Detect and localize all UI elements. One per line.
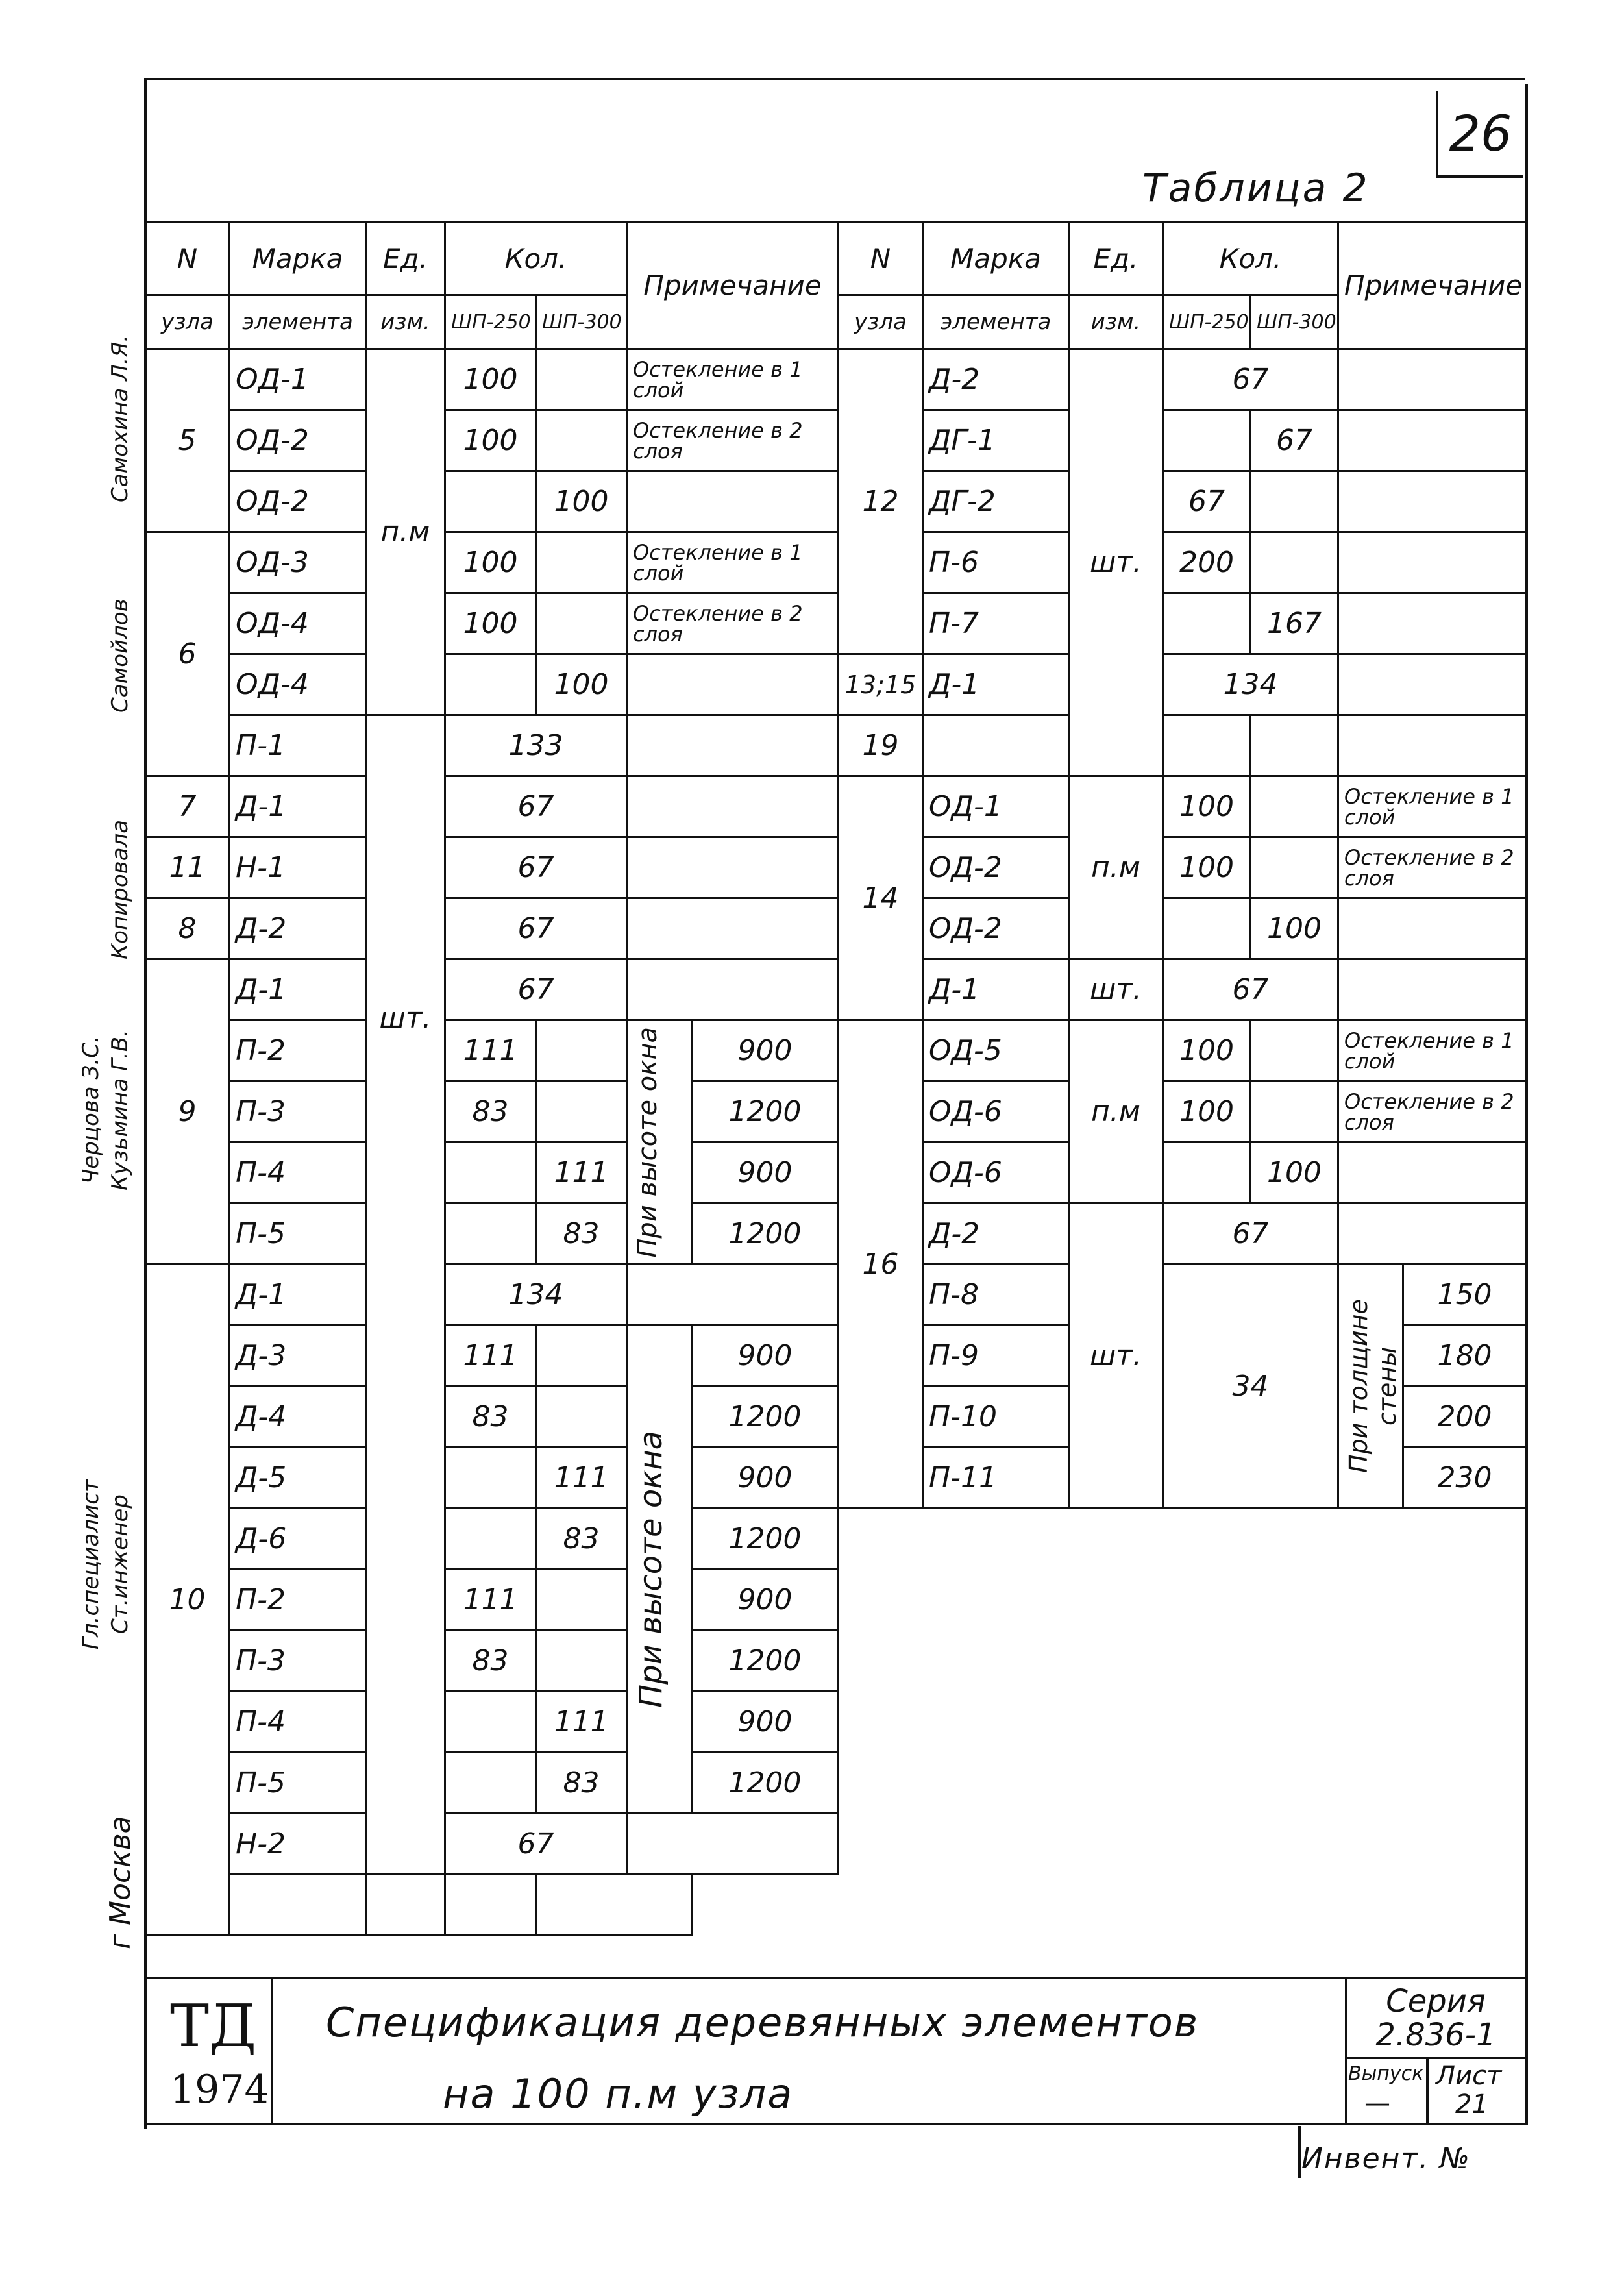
- qty-cell: [445, 1692, 536, 1753]
- side-signature: Гл.специалист: [78, 1479, 104, 1649]
- qty-cell: [536, 593, 627, 654]
- mark-cell: ОД-6: [923, 1081, 1069, 1142]
- table-row: [145, 959, 839, 1020]
- city-label: г Москва: [104, 1816, 137, 1949]
- table-row: [145, 1204, 839, 1265]
- table-row: [145, 1020, 839, 1081]
- note-cell: [627, 471, 839, 532]
- left-spec-table: [144, 221, 839, 1936]
- series-block: [1351, 1984, 1520, 2052]
- mark-cell: П-1: [230, 715, 366, 776]
- table-row: [145, 471, 839, 532]
- qty-cell: 167: [1251, 593, 1338, 654]
- mark-cell: П-3: [230, 1081, 366, 1142]
- right-spec-table: [837, 221, 1527, 1509]
- note-cell: [1338, 654, 1527, 715]
- qty-merged-cell: 67: [445, 1814, 627, 1875]
- table-row: [145, 1265, 839, 1326]
- table-row: [145, 1081, 839, 1142]
- table-row: [839, 410, 1527, 471]
- thickness-cell: 200: [1403, 1387, 1527, 1448]
- node-cell: 5: [145, 349, 230, 532]
- qty-cell: [445, 1875, 536, 1936]
- qty-cell: 111: [536, 1692, 627, 1753]
- hdr-unit-top: Ед.: [366, 222, 445, 295]
- frame-bottom: [144, 2123, 1528, 2125]
- table-row: [145, 1875, 839, 1936]
- mark-cell: Д-2: [230, 898, 366, 959]
- node-cell: 16: [839, 1020, 923, 1509]
- mark-cell: Д-2: [923, 349, 1069, 410]
- inventory-label: Инвент. №: [1301, 2142, 1471, 2175]
- qty-cell: 100: [536, 654, 627, 715]
- qty-cell: 200: [1163, 532, 1251, 593]
- qty-merged-cell: 67: [1163, 1204, 1338, 1265]
- mark-cell: Д-1: [230, 1265, 366, 1326]
- vertical-note: При высоте окна: [633, 1431, 669, 1708]
- table-row: [839, 593, 1527, 654]
- qty-cell: [1251, 837, 1338, 898]
- qty-cell: 111: [445, 1570, 536, 1631]
- qty-cell: [536, 1631, 627, 1692]
- height-cell: 1200: [692, 1081, 839, 1142]
- table-row: [145, 532, 839, 593]
- hdr-unit-bottom: изм.: [1069, 295, 1163, 349]
- table-row: [839, 898, 1527, 959]
- hdr-note: Примечание: [627, 222, 839, 349]
- mark-cell: Д-2: [923, 1204, 1069, 1265]
- unit-cell: п.м: [1069, 1020, 1163, 1204]
- note-cell: Остекление в 1 слой: [627, 349, 839, 410]
- table-row: [145, 837, 839, 898]
- note-cell: [627, 1265, 839, 1326]
- table-row: [145, 715, 839, 776]
- qty-cell: [1163, 898, 1251, 959]
- qty-cell: 83: [536, 1204, 627, 1265]
- node-cell: 8: [145, 898, 230, 959]
- table-row: [839, 1265, 1527, 1326]
- table-row: [145, 593, 839, 654]
- note-cell: [1338, 471, 1527, 532]
- mark-cell: П-11: [923, 1448, 1069, 1509]
- note-cell: [1338, 1142, 1527, 1204]
- note-cell: [1338, 1204, 1527, 1265]
- mark-cell: ДГ-2: [923, 471, 1069, 532]
- qty-cell: 83: [536, 1753, 627, 1814]
- mark-cell: Д-3: [230, 1326, 366, 1387]
- note-cell: [627, 959, 839, 1020]
- qty-cell: [445, 1204, 536, 1265]
- qty-cell: 100: [1163, 776, 1251, 837]
- table-row: [839, 1142, 1527, 1204]
- qty-cell: [536, 1326, 627, 1387]
- hdr-unit-top: Ед.: [1069, 222, 1163, 295]
- table-row: [145, 1448, 839, 1509]
- table-row: [145, 1753, 839, 1814]
- sheet-label: Лист: [1436, 2061, 1502, 2091]
- table-row: [839, 776, 1527, 837]
- hdr-mark-bottom: элемента: [230, 295, 366, 349]
- qty-merged-cell: 134: [1163, 654, 1338, 715]
- qty-cell: [1163, 1142, 1251, 1204]
- table-row: [839, 471, 1527, 532]
- mark-cell: Д-1: [230, 959, 366, 1020]
- title-block: [144, 1977, 1525, 2125]
- mark-cell: ОД-2: [230, 471, 366, 532]
- mark-cell: Н-1: [230, 837, 366, 898]
- mark-cell: Д-1: [230, 776, 366, 837]
- table-label: Таблица 2: [1142, 166, 1370, 211]
- side-signature: Ст.инженер: [107, 1494, 133, 1635]
- table-row: [145, 1387, 839, 1448]
- hdr-node-bottom: узла: [839, 295, 923, 349]
- mark-cell: ОД-2: [923, 837, 1069, 898]
- hdr-qty: Кол.: [445, 222, 627, 295]
- qty-merged-cell: 67: [445, 959, 627, 1020]
- mark-cell: ОД-1: [923, 776, 1069, 837]
- mark-cell: ОД-6: [923, 1142, 1069, 1204]
- title-separator: [271, 1979, 273, 2125]
- qty-cell: 111: [445, 1020, 536, 1081]
- table-row: [145, 349, 839, 410]
- mark-cell: ОД-1: [230, 349, 366, 410]
- mark-cell: [923, 715, 1069, 776]
- side-signature: Самохина Л.Я.: [107, 335, 133, 502]
- qty-cell: [536, 1081, 627, 1142]
- sheet-separator: [1426, 2057, 1429, 2125]
- hdr-qty: Кол.: [1163, 222, 1338, 295]
- table-row: [839, 532, 1527, 593]
- mark-cell: П-2: [230, 1020, 366, 1081]
- height-cell: 1200: [692, 1509, 839, 1570]
- vertical-note: При высоте окна: [633, 1026, 663, 1258]
- note-cell: Остекление в 1 слой: [1338, 1020, 1527, 1081]
- unit-cell: шт.: [1069, 959, 1163, 1020]
- org-mark: ТД: [170, 1992, 257, 2060]
- table-row: [839, 837, 1527, 898]
- table-row: [145, 654, 839, 715]
- note-cell: Остекление в 2 слоя: [627, 410, 839, 471]
- mark-cell: Д-6: [230, 1509, 366, 1570]
- unit-cell: шт.: [1069, 1204, 1163, 1509]
- qty-merged-cell: 67: [1163, 349, 1338, 410]
- thickness-cell: 180: [1403, 1326, 1527, 1387]
- table-row: [145, 1570, 839, 1631]
- node-cell: 13;15: [839, 654, 923, 715]
- mark-cell: Д-1: [923, 959, 1069, 1020]
- side-signature: Кузьмина Г.В.: [107, 1030, 133, 1191]
- hdr-sp300: ШП-300: [536, 295, 627, 349]
- mark-cell: П-5: [230, 1753, 366, 1814]
- qty-cell: [536, 1387, 627, 1448]
- note-cell: [1338, 532, 1527, 593]
- qty-cell: [1163, 593, 1251, 654]
- mark-cell: П-8: [923, 1265, 1069, 1326]
- qty-cell: [1163, 410, 1251, 471]
- mark-cell: П-2: [230, 1570, 366, 1631]
- hdr-node-bottom: узла: [145, 295, 230, 349]
- hdr-note: Примечание: [1338, 222, 1527, 349]
- hdr-sp300: ШП-300: [1251, 295, 1338, 349]
- qty-cell: [1251, 471, 1338, 532]
- note-cell: [627, 715, 839, 776]
- mark-cell: ОД-2: [230, 410, 366, 471]
- qty-cell: 83: [445, 1387, 536, 1448]
- mark-cell: П-5: [230, 1204, 366, 1265]
- unit-cell: шт.: [1069, 349, 1163, 776]
- hdr-mark-top: Марка: [230, 222, 366, 295]
- table-row: [839, 715, 1527, 776]
- mark-cell: П-3: [230, 1631, 366, 1692]
- hdr-mark-bottom: элемента: [923, 295, 1069, 349]
- qty-cell: [445, 1448, 536, 1509]
- mark-cell: ОД-5: [923, 1020, 1069, 1081]
- qty-merged-cell: 67: [445, 898, 627, 959]
- mark-cell: П-9: [923, 1326, 1069, 1387]
- node-cell: 9: [145, 959, 230, 1265]
- note-cell: Остекление в 1 слой: [1338, 776, 1527, 837]
- unit-cell: п.м: [366, 349, 445, 715]
- thickness-cell: 230: [1403, 1448, 1527, 1509]
- note-cell: [1338, 410, 1527, 471]
- hdr-node-top: N: [839, 222, 923, 295]
- mark-cell: ОД-4: [230, 593, 366, 654]
- node-cell: 6: [145, 532, 230, 776]
- node-cell: 12: [839, 349, 923, 654]
- issue-value: —: [1364, 2088, 1390, 2118]
- qty-cell: 67: [1251, 410, 1338, 471]
- table-row: [145, 1631, 839, 1692]
- mark-cell: ОД-4: [230, 654, 366, 715]
- note-cell: [627, 776, 839, 837]
- qty-merged-cell: 67: [445, 776, 627, 837]
- qty-cell: [536, 410, 627, 471]
- table-row: [145, 1142, 839, 1204]
- qty-cell: 100: [1163, 1081, 1251, 1142]
- qty-cell: [1251, 715, 1338, 776]
- title-line2: на 100 п.м узла: [443, 2070, 794, 2118]
- hdr-node-top: N: [145, 222, 230, 295]
- mark-cell: ОД-2: [923, 898, 1069, 959]
- mark-cell: П-6: [923, 532, 1069, 593]
- table-row: [145, 1509, 839, 1570]
- height-cell: 1200: [692, 1753, 839, 1814]
- sheet-value: 21: [1455, 2090, 1488, 2119]
- qty-cell: [536, 1020, 627, 1081]
- table-row: [145, 1326, 839, 1387]
- node-cell: 11: [145, 837, 230, 898]
- hdr-sp250: ШП-250: [445, 295, 536, 349]
- frame-top: [144, 78, 1525, 80]
- unit-cell: шт.: [366, 715, 445, 1875]
- year: 1974: [170, 2067, 269, 2112]
- mark-cell: ДГ-1: [923, 410, 1069, 471]
- vertical-note-cell: [627, 1326, 692, 1814]
- qty-cell: [445, 471, 536, 532]
- note-cell: [1338, 898, 1527, 959]
- qty-cell: [1251, 1081, 1338, 1142]
- height-cell: 900: [692, 1692, 839, 1753]
- height-cell: 900: [692, 1448, 839, 1509]
- note-cell: [1338, 593, 1527, 654]
- note-cell: [1338, 349, 1527, 410]
- qty-cell: [1163, 715, 1251, 776]
- qty-cell: 111: [445, 1326, 536, 1387]
- note-cell: [536, 1875, 692, 1936]
- note-cell: Остекление в 2 слоя: [1338, 1081, 1527, 1142]
- height-cell: 1200: [692, 1387, 839, 1448]
- qty-cell: [366, 1875, 445, 1936]
- qty-cell: [445, 1142, 536, 1204]
- mark-cell: Д-5: [230, 1448, 366, 1509]
- node-cell: 7: [145, 776, 230, 837]
- mark-cell: ОД-3: [230, 532, 366, 593]
- mark-cell: Д-4: [230, 1387, 366, 1448]
- series-label: Серия: [1386, 1983, 1486, 2019]
- height-cell: 900: [692, 1570, 839, 1631]
- qty-cell: [1251, 532, 1338, 593]
- qty-cell: 100: [1163, 837, 1251, 898]
- node-cell: 14: [839, 776, 923, 1020]
- mark-cell: Н-2: [230, 1814, 366, 1875]
- table-row: [839, 1081, 1527, 1142]
- note-cell: [627, 654, 839, 715]
- vertical-note-cell: [627, 1020, 692, 1265]
- mark-cell: П-4: [230, 1142, 366, 1204]
- qty-cell: 111: [536, 1142, 627, 1204]
- qty-cell: [445, 1753, 536, 1814]
- qty-merged-cell: 67: [1163, 959, 1338, 1020]
- qty-cell: [1251, 1020, 1338, 1081]
- height-cell: 900: [692, 1020, 839, 1081]
- table-row: [145, 776, 839, 837]
- mark-cell: П-7: [923, 593, 1069, 654]
- height-cell: 900: [692, 1326, 839, 1387]
- qty-merged-cell: 133: [445, 715, 627, 776]
- note-cell: [1338, 959, 1527, 1020]
- hdr-sp250: ШП-250: [1163, 295, 1251, 349]
- qty-merged-cell: 34: [1163, 1265, 1338, 1509]
- qty-cell: [536, 532, 627, 593]
- side-signature: Самойлов: [107, 599, 133, 713]
- qty-cell: [445, 1509, 536, 1570]
- note-cell: [627, 898, 839, 959]
- note-cell: [627, 1814, 839, 1875]
- qty-cell: 100: [445, 593, 536, 654]
- side-signature: Копировала: [107, 819, 133, 959]
- thickness-cell: 150: [1403, 1265, 1527, 1326]
- qty-cell: 100: [1163, 1020, 1251, 1081]
- page-number-box: 26: [1436, 91, 1523, 178]
- qty-cell: 67: [1163, 471, 1251, 532]
- qty-cell: 100: [1251, 1142, 1338, 1204]
- table-row: [839, 959, 1527, 1020]
- issue-label: Выпуск: [1348, 2062, 1424, 2085]
- title-line1: Спецификация деревянных элементов: [326, 1999, 1200, 2046]
- note-cell: [627, 837, 839, 898]
- height-cell: 900: [692, 1142, 839, 1204]
- mark-cell: Д-1: [923, 654, 1069, 715]
- qty-cell: [1251, 776, 1338, 837]
- qty-cell: 83: [445, 1081, 536, 1142]
- qty-cell: 83: [445, 1631, 536, 1692]
- qty-cell: 83: [536, 1509, 627, 1570]
- height-cell: 1200: [692, 1631, 839, 1692]
- series-divider: [1345, 2057, 1525, 2059]
- vertical-note: При толщине стены: [1344, 1299, 1401, 1474]
- hdr-unit-bottom: изм.: [366, 295, 445, 349]
- series-separator: [1345, 1979, 1347, 2125]
- qty-cell: 100: [445, 532, 536, 593]
- qty-merged-cell: 67: [445, 837, 627, 898]
- table-row: [145, 1814, 839, 1875]
- qty-merged-cell: 134: [445, 1265, 627, 1326]
- qty-cell: 111: [536, 1448, 627, 1509]
- table-row: [839, 349, 1527, 410]
- table-row: [839, 654, 1527, 715]
- qty-cell: 100: [445, 410, 536, 471]
- node-cell: 10: [145, 1265, 230, 1936]
- table-row: [145, 898, 839, 959]
- series-value: 2.836-1: [1375, 2017, 1496, 2053]
- qty-cell: [536, 1570, 627, 1631]
- table-row: [145, 1692, 839, 1753]
- mark-cell: П-4: [230, 1692, 366, 1753]
- node-cell: 19: [839, 715, 923, 776]
- unit-cell: п.м: [1069, 776, 1163, 959]
- note-cell: Остекление в 2 слоя: [1338, 837, 1527, 898]
- note-cell: Остекление в 2 слоя: [627, 593, 839, 654]
- table-row: [145, 410, 839, 471]
- side-signature: Черцова З.С.: [78, 1035, 104, 1185]
- mark-cell: П-10: [923, 1387, 1069, 1448]
- table-row: [839, 1020, 1527, 1081]
- qty-cell: 100: [445, 349, 536, 410]
- height-cell: 1200: [692, 1204, 839, 1265]
- qty-cell: 100: [1251, 898, 1338, 959]
- vertical-note-cell: [1338, 1265, 1403, 1509]
- hdr-mark-top: Марка: [923, 222, 1069, 295]
- note-cell: [1338, 715, 1527, 776]
- table-row: [839, 1204, 1527, 1265]
- qty-cell: [445, 654, 536, 715]
- mark-cell: [230, 1875, 366, 1936]
- qty-cell: 100: [536, 471, 627, 532]
- qty-cell: [536, 349, 627, 410]
- note-cell: Остекление в 1 слой: [627, 532, 839, 593]
- inventory-divider: [1298, 2126, 1301, 2178]
